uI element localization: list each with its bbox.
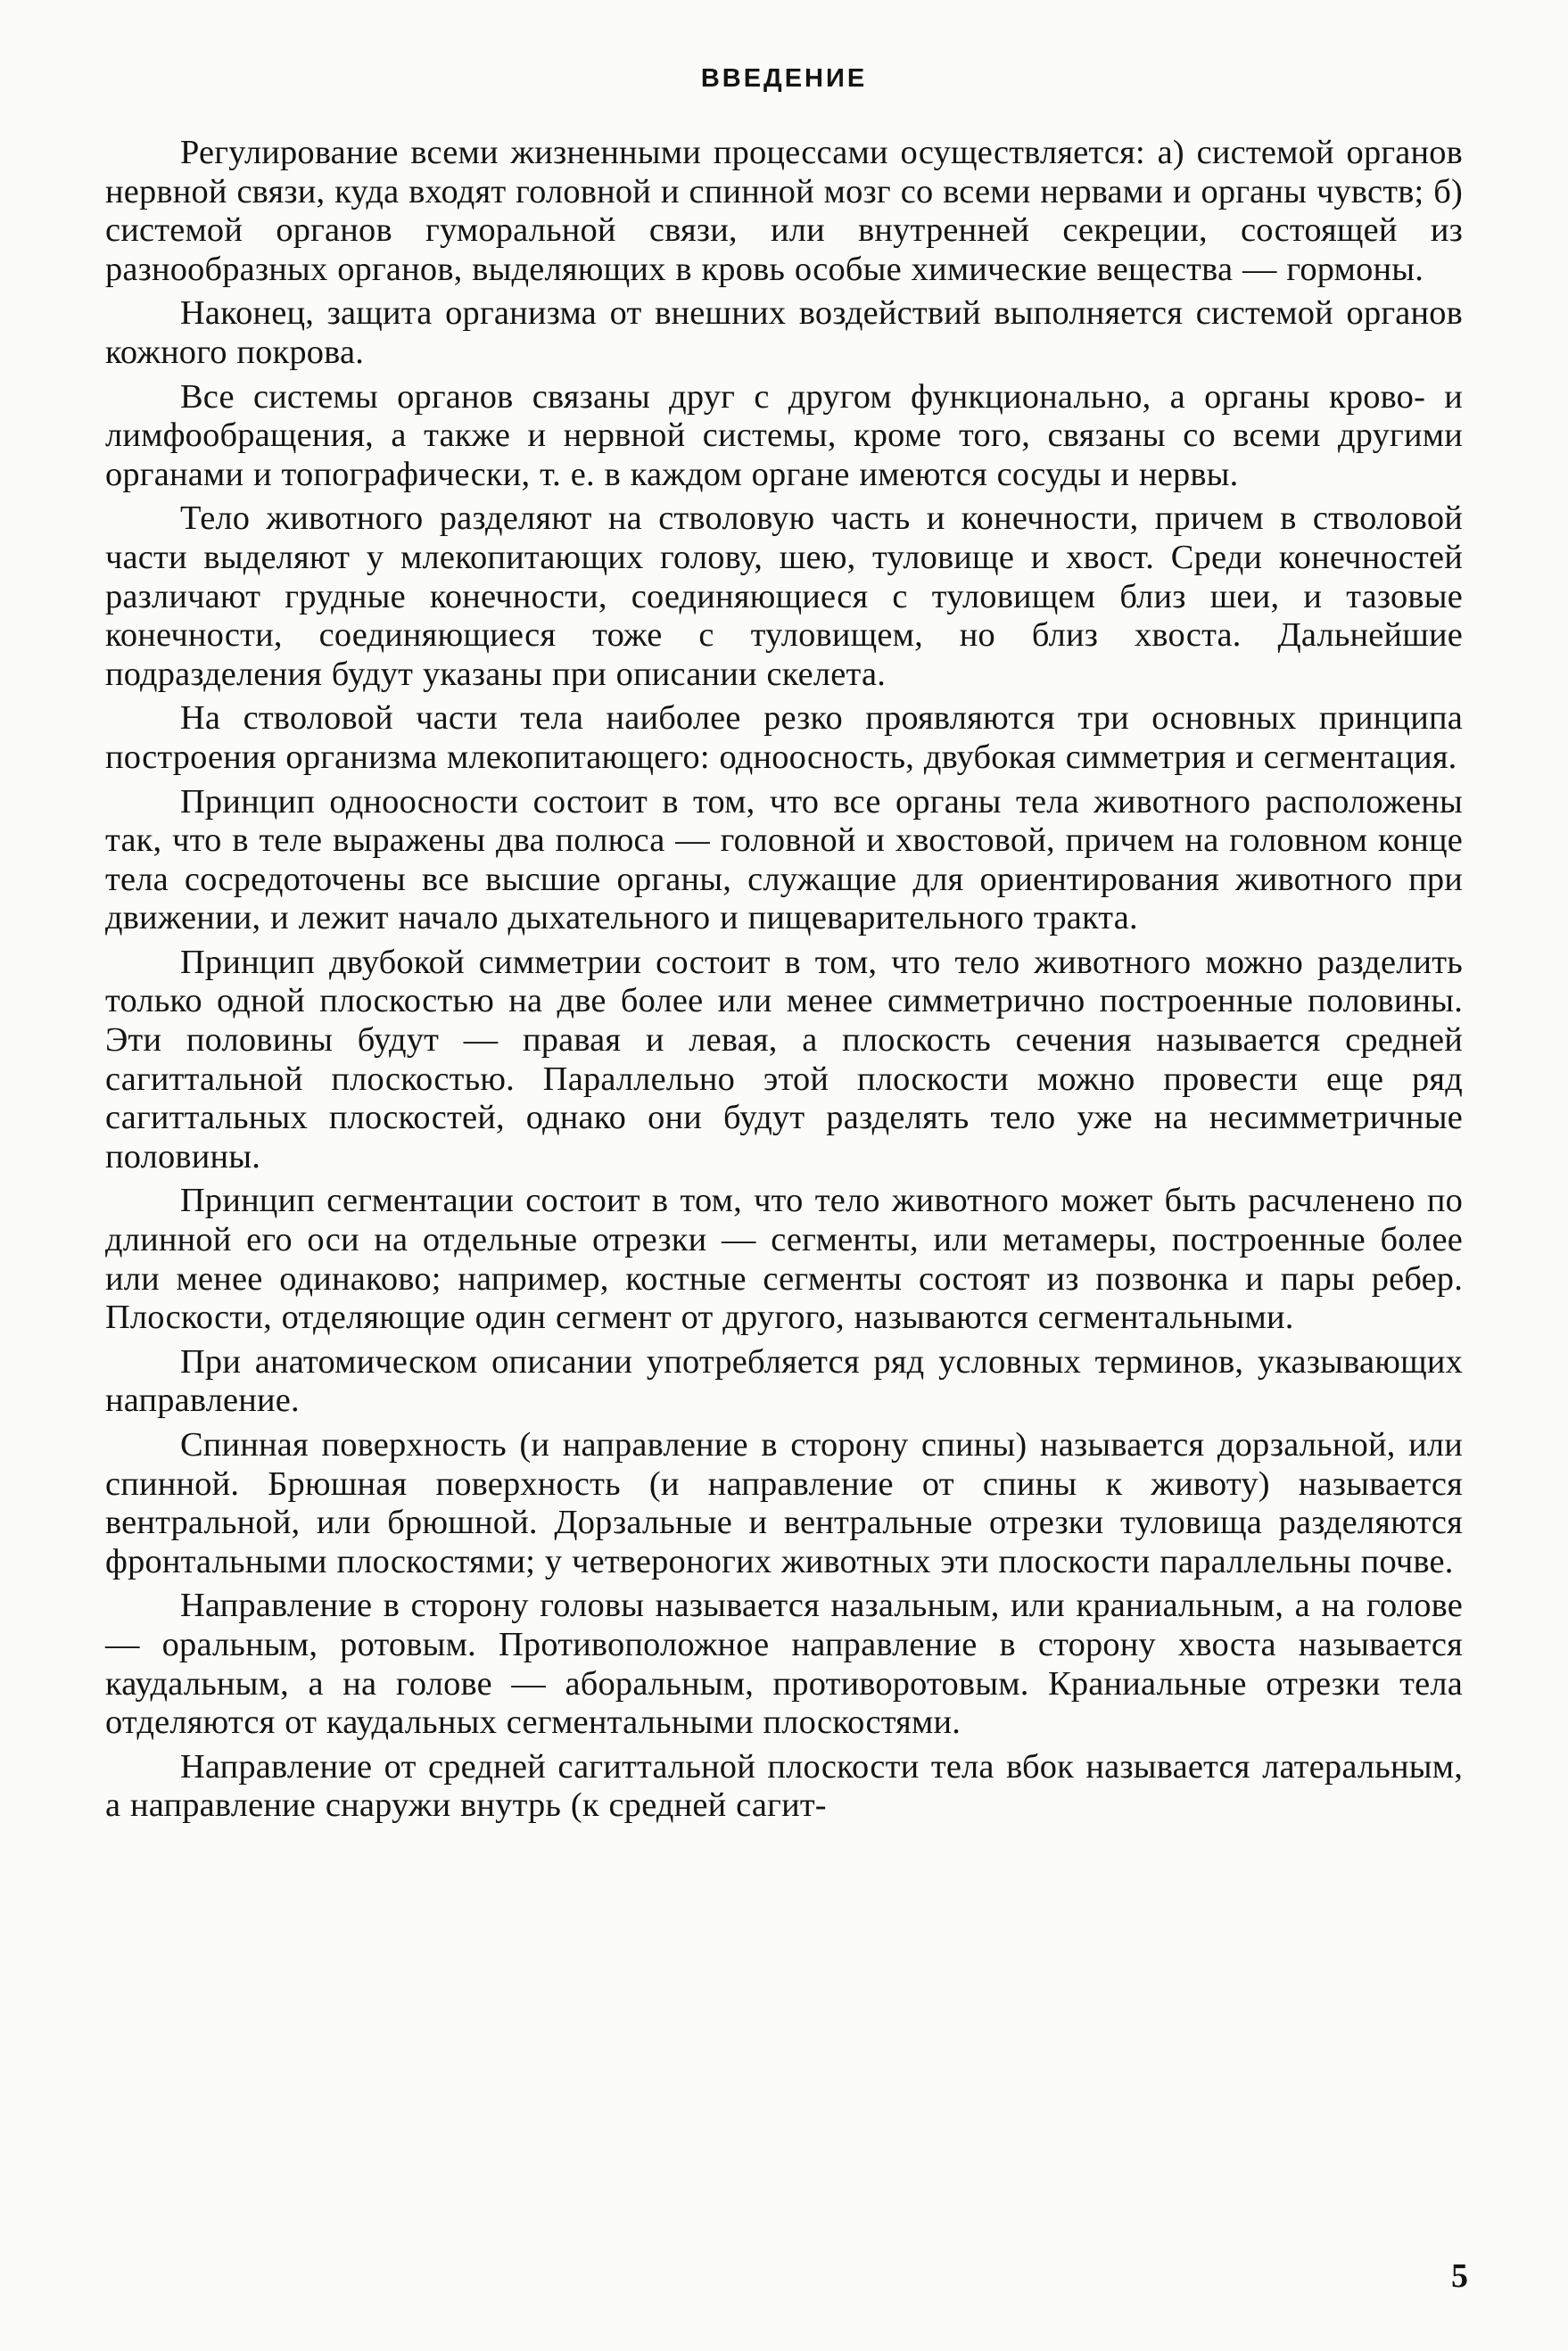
paragraph: Направление от средней сагиттальной плоскости тела вбок называется латеральным, а направление снаружи внутрь (к средней сагит- bbox=[105, 1747, 1463, 1825]
paragraph: Направление в сторону головы называется назальным, или краниальным, а на голове — оральным, ротовым. Противоположное направление в сторону хвоста называется каудальным, а на голове — аборальным, противоротовым. Краниальные отрезки тела отделяются от каудальных сегментальными плоскостями. bbox=[105, 1587, 1463, 1742]
paragraph: Спинная поверхность (и направление в сторону спины) называется дорзальной, или спинной. Брюшная поверхность (и направление от спины к животу) называется вентральной, или брюшной. Дорзальные и вентральные отрезки туловища разделяются фронтальными плоскостями; у четвероногих животных эти плоскости параллельны почве. bbox=[105, 1426, 1463, 1580]
paragraph: Принцип сегментации состоит в том, что тело животного может быть расчленено по длинной его оси на отдельные отрезки — сегменты, или метамеры, построенные более или менее одинаково; например, костные сегменты состоят из позвонка и пары ребер. Плоскости, отделяющие один сегмент от другого, называются сегментальными. bbox=[105, 1182, 1463, 1337]
paragraph: Регулирование всеми жизненными процессами осуществляется: а) системой органов нервной связи, куда входят головной и спинной мозг со всеми нервами и органы чувств; б) системой органов гуморальной связи, или внутренней секреции, состоящей из разнообразных органов, выделяющих в кровь особые химические вещества — гормоны. bbox=[105, 134, 1463, 288]
body-text bbox=[105, 134, 1463, 1831]
paragraph: Наконец, защита организма от внешних воздействий выполняется системой органов кожного покрова. bbox=[105, 294, 1463, 371]
paragraph: Тело животного разделяют на стволовую часть и конечности, причем в стволовой части выделяют у млекопитающих голову, шею, туловище и хвост. Среди конечностей различают грудные конечности, соединяющиеся с туловищем близ шеи, и тазовые конечности, соединяющиеся тоже с туловищем, но близ хвоста. Дальнейшие подразделения будут указаны при описании скелета. bbox=[105, 499, 1463, 693]
paragraph: На стволовой части тела наиболее резко проявляются три основных принципа построения организма млекопитающего: одноосность, двубокая симметрия и сегментация. bbox=[105, 699, 1463, 776]
paragraph: Принцип двубокой симметрии состоит в том, что тело животного можно разделить только одной плоскостью на две более или менее симметрично построенные половины. Эти половины будут — правая и левая, а плоскость сечения называется средней сагиттальной плоскостью. Параллельно этой плоскости можно провести еще ряд сагиттальных плоскостей, однако они будут разделять тело уже на несимметричные половины. bbox=[105, 943, 1463, 1176]
paragraph: Все системы органов связаны друг с другом функционально, а органы крово- и лимфообращения, а также и нервной системы, кроме того, связаны со всеми другими органами и топографически, т. е. в каждом органе имеются сосуды и нервы. bbox=[105, 377, 1463, 493]
paragraph: Принцип одноосности состоит в том, что все органы тела животного расположены так, что в теле выражены два полюса — головной и хвостовой, причем на головном конце тела сосредоточены все высшие органы, служащие для ориентирования животного при движении, и лежит начало дыхательного и пищеварительного тракта. bbox=[105, 782, 1463, 937]
section-heading: ВВЕДЕНИЕ bbox=[700, 64, 868, 93]
paragraph: При анатомическом описании употребляется ряд условных терминов, указывающих направление. bbox=[105, 1342, 1463, 1420]
page-number: 5 bbox=[1451, 2257, 1468, 2295]
